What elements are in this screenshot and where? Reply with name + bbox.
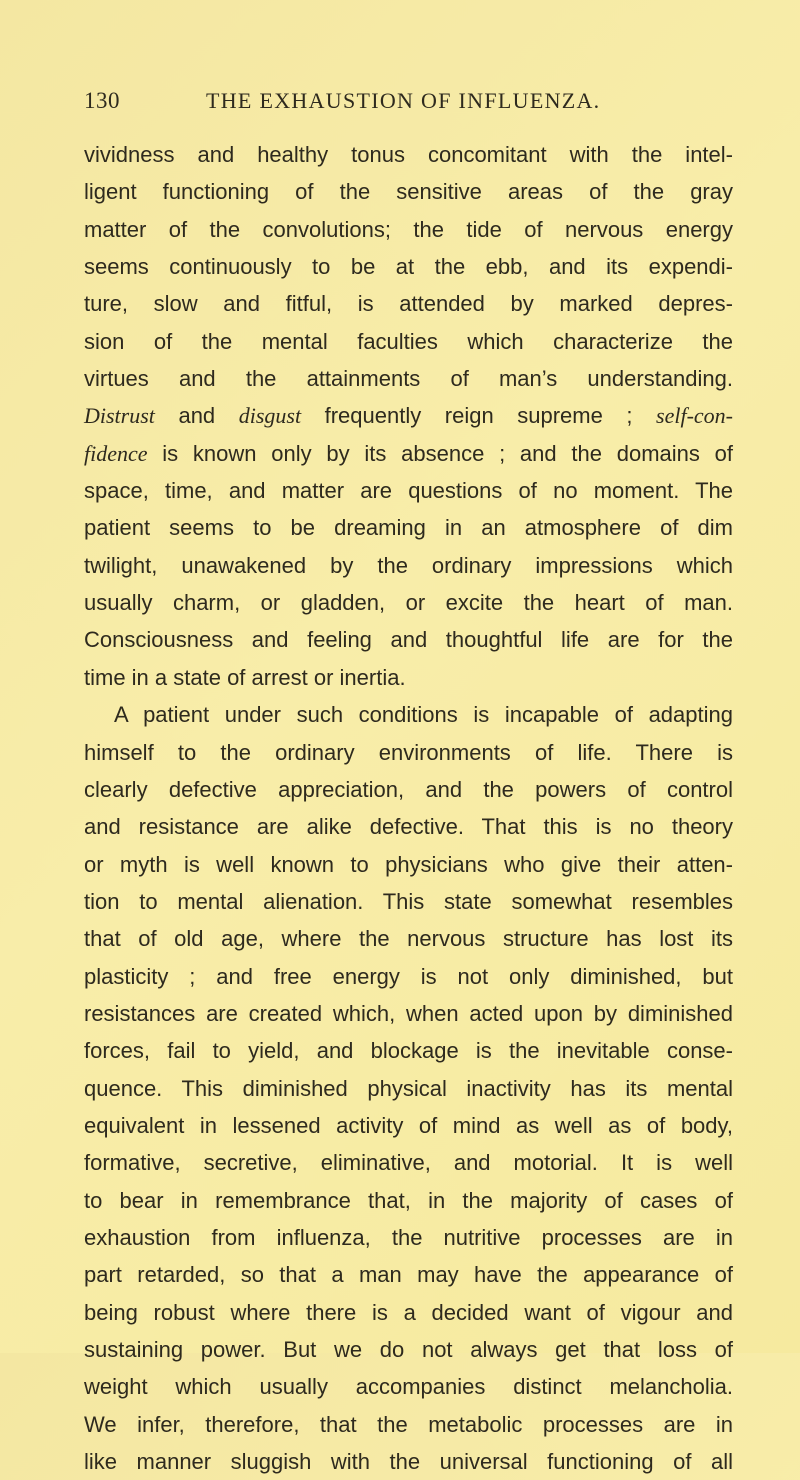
- text-line: matter of the convolutions; the tide of nervous energy: [84, 216, 733, 242]
- body-text: [84, 136, 733, 1480]
- text-line: seems continuously to be at the ebb, and its expendi-: [84, 254, 733, 280]
- text-line: resistances are created which, when acted upon by diminished: [84, 1000, 733, 1026]
- italic-word: fidence: [84, 440, 148, 466]
- text-line: weight which usually accompanies distinct melancholia.: [84, 1374, 733, 1400]
- text-line: space, time, and matter are questions of no moment. The: [84, 478, 733, 504]
- text-line: A patient under such conditions is incapable of adapting: [114, 702, 733, 728]
- running-head: THE EXHAUSTION OF INFLUENZA.: [206, 88, 601, 113]
- text-line: We infer, therefore, that the metabolic processes are in: [84, 1411, 733, 1437]
- text-line: and resistance are alike defective. That this is no theory: [84, 814, 733, 840]
- text-run: frequently reign supreme ;: [301, 403, 657, 429]
- text-line: [84, 397, 733, 434]
- text-run: is known only by its absence ; and the domains of: [147, 440, 733, 466]
- italic-word: Distrust: [84, 403, 155, 429]
- text-line: ture, slow and fitful, is attended by marked depres-: [84, 291, 733, 317]
- text-line: like manner sluggish with the universal functioning of all: [84, 1449, 733, 1475]
- text-line: exhaustion from influenza, the nutritive processes are in: [84, 1224, 733, 1250]
- text-line: plasticity ; and free energy is not only diminished, but: [84, 963, 733, 989]
- text-line: [84, 435, 733, 472]
- text-line: or myth is well known to physicians who give their atten-: [84, 851, 733, 877]
- text-line: part retarded, so that a man may have the appearance of: [84, 1262, 733, 1288]
- text-line: sustaining power. But we do not always get that loss of: [84, 1337, 733, 1362]
- page-number: 130: [84, 88, 120, 113]
- text-line: time in a state of arrest or inertia.: [84, 664, 406, 690]
- page-header: [84, 88, 724, 128]
- text-line: himself to the ordinary environments of life. There is: [84, 739, 733, 765]
- text-line: virtues and the attainments of man’s understanding.: [84, 366, 733, 392]
- text-line: twilight, unawakened by the ordinary impressions which: [84, 552, 733, 578]
- text-line: ligent functioning of the sensitive areas of the gray: [84, 179, 733, 205]
- text-line: to bear in remembrance that, in the majority of cases of: [84, 1187, 733, 1213]
- text-line: being robust where there is a decided want of vigour and: [84, 1299, 733, 1325]
- text-line: tion to mental alienation. This state somewhat resembles: [84, 888, 733, 914]
- text-line: sion of the mental faculties which characterize the: [84, 328, 733, 354]
- text-line: Consciousness and feeling and thoughtful life are for the: [84, 627, 733, 653]
- text-line: equivalent in lessened activity of mind as well as of body,: [84, 1112, 733, 1138]
- text-line: formative, secretive, eliminative, and motorial. It is well: [84, 1150, 733, 1176]
- text-line: forces, fail to yield, and blockage is the inevitable conse-: [84, 1038, 733, 1064]
- text-run: and: [154, 403, 239, 429]
- text-line: clearly defective appreciation, and the powers of control: [84, 776, 733, 802]
- text-line: usually charm, or gladden, or excite the heart of man.: [84, 590, 733, 616]
- text-line: that of old age, where the nervous structure has lost its: [84, 926, 733, 952]
- italic-word: self-con-: [656, 403, 733, 429]
- text-line: vividness and healthy tonus concomitant with the intel-: [84, 142, 733, 167]
- text-line: quence. This diminished physical inactivity has its mental: [84, 1075, 733, 1101]
- text-line: patient seems to be dreaming in an atmosphere of dim: [84, 515, 733, 541]
- italic-word: disgust: [238, 403, 302, 429]
